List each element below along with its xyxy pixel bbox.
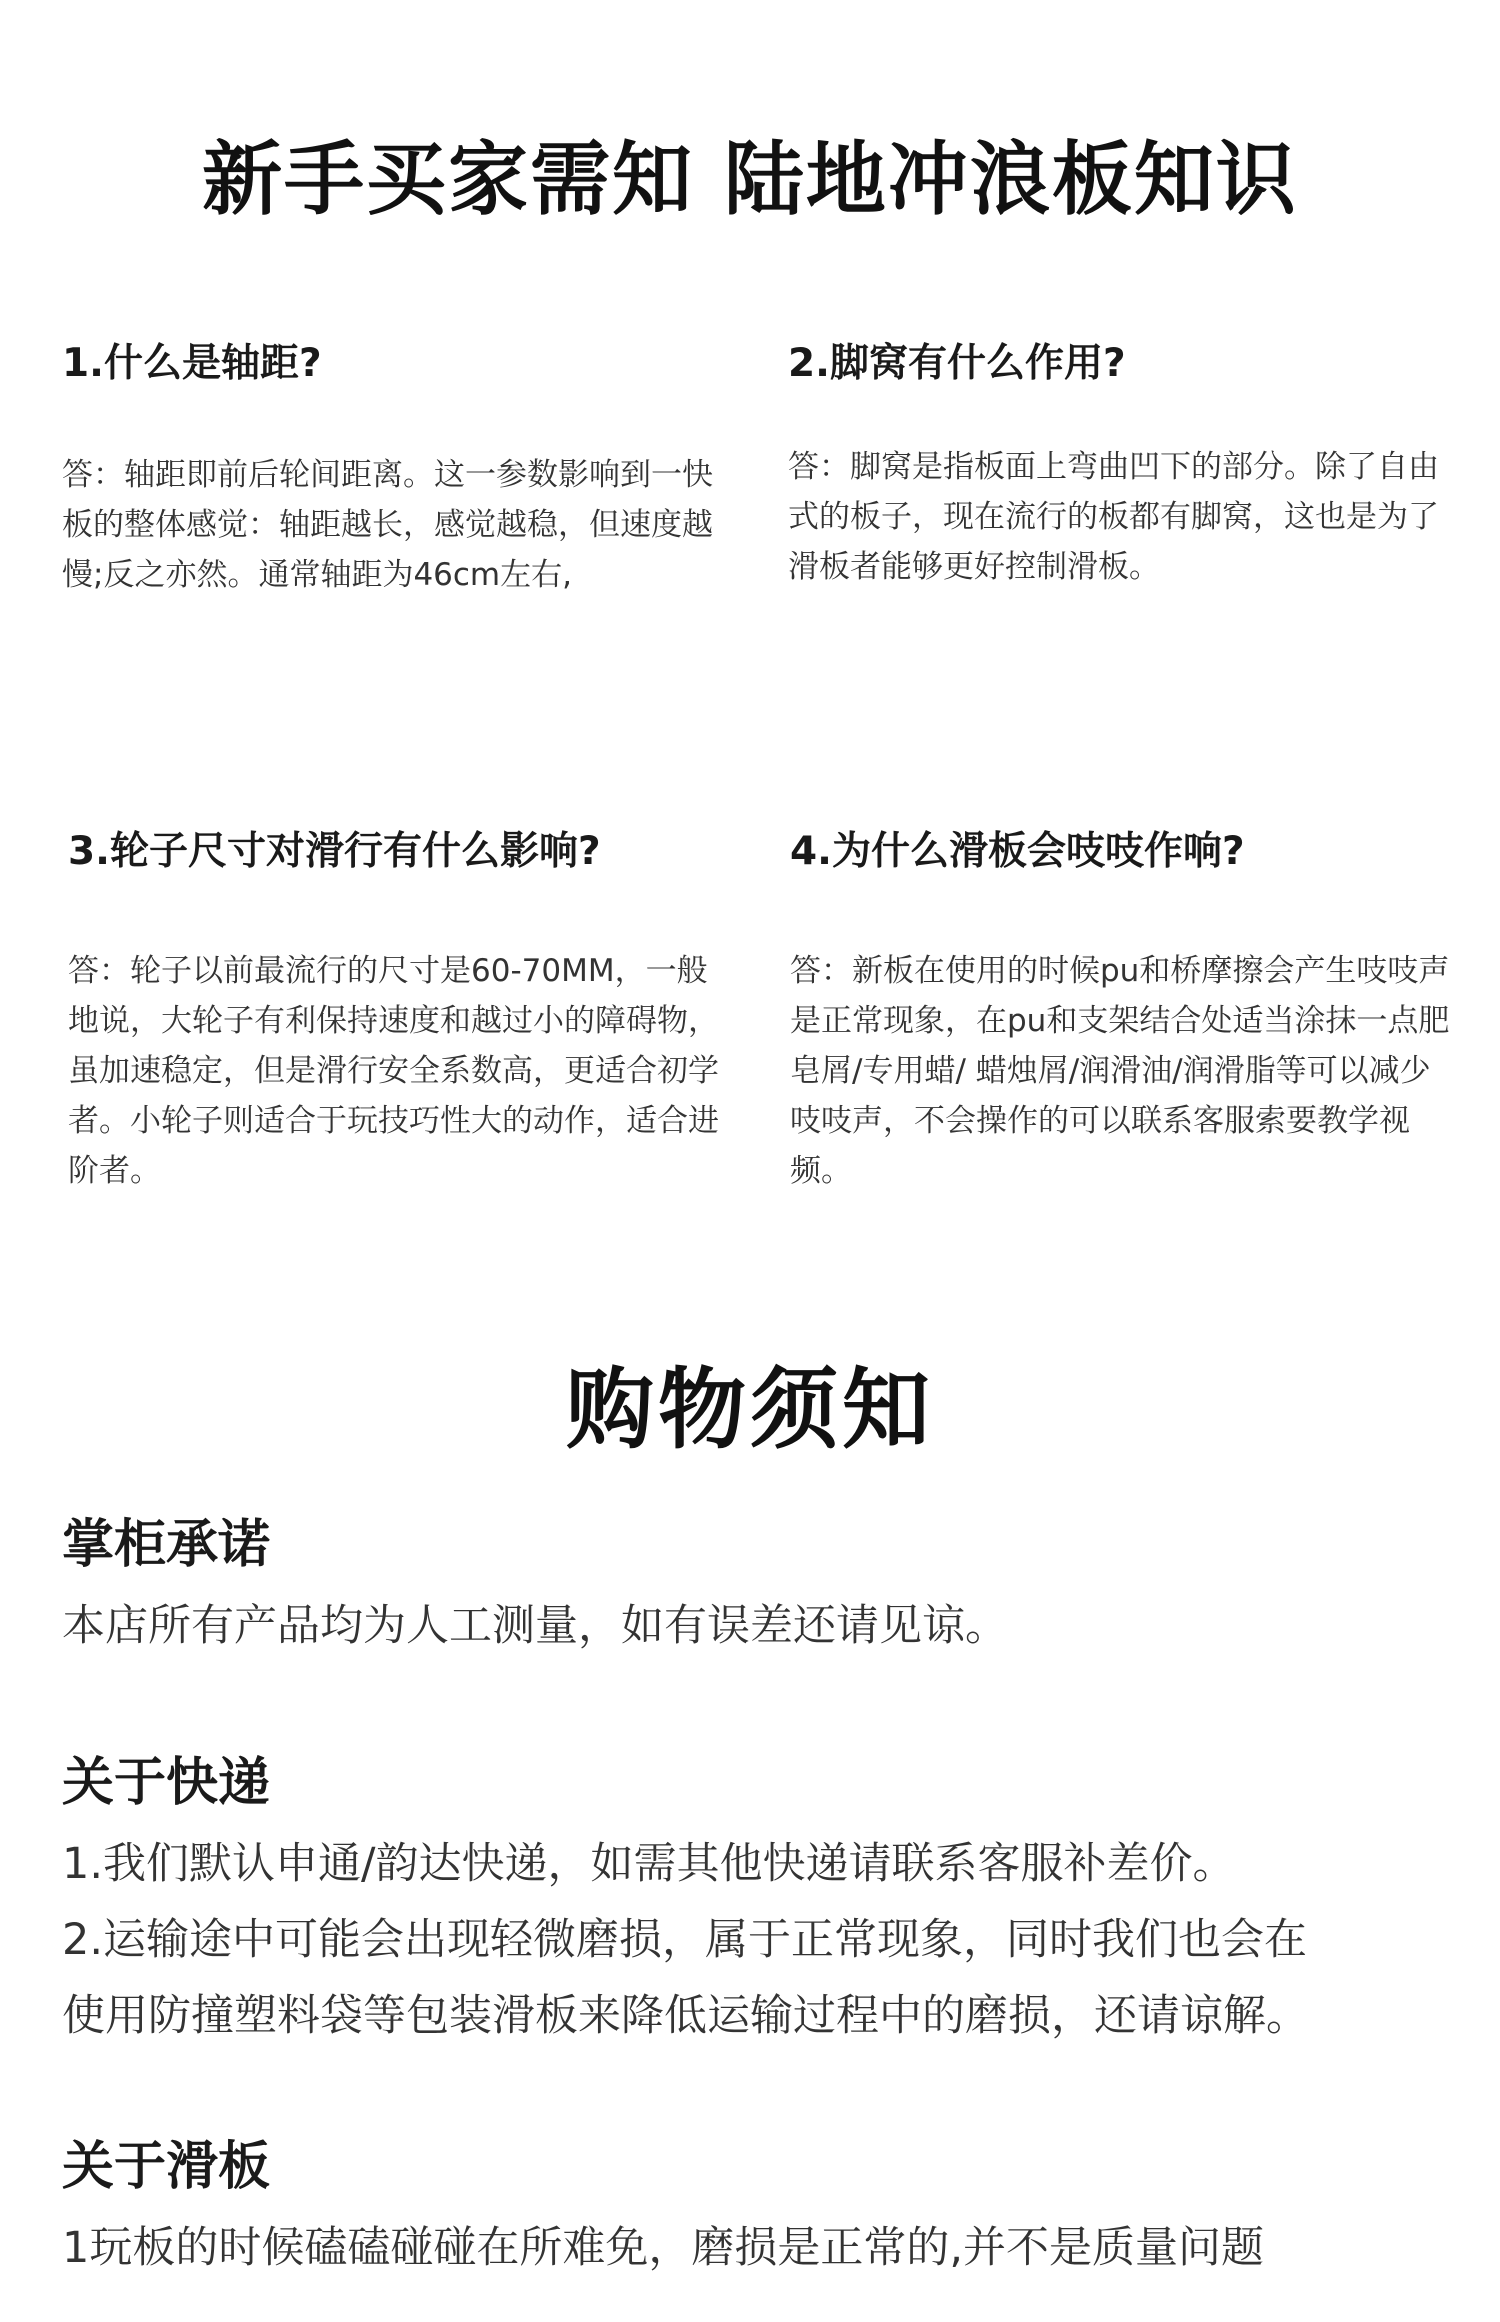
faq-item-squeaking — [790, 826, 1450, 1196]
faq-answer: 答：脚窝是指板面上弯曲凹下的部分。除了自由式的板子，现在流行的板都有脚窝，这也是为了滑板者能够更好控制滑板。 — [788, 449, 1439, 585]
notice-line: 1玩板的时候磕磕碰碰在所难免，磨损是正常的,并不是质量问题 — [62, 2223, 1265, 2273]
faq-answer: 答：轮子以前最流行的尺寸是60-70MM，一般地说，大轮子有利保持速度和越过小的障碍物，虽加速稳定，但是滑行安全系数高，更适合初学者。小轮子则适合于玩技巧性大的动作，适合进阶者。 — [68, 953, 719, 1189]
notice-line: 使用防撞塑料袋等包装滑板来降低运输过程中的磨损，还请谅解。 — [62, 1991, 1309, 2041]
faq-question: 4.为什么滑板会吱吱作响? — [790, 829, 1245, 874]
notice-line: 1.我们默认申通/韵达快递，如需其他快递请联系客服补差价。 — [62, 1839, 1236, 1889]
faq-question: 2.脚窝有什么作用? — [788, 341, 1126, 386]
faq-item-foot-pocket — [788, 338, 1448, 592]
main-title: 新手买家需知 陆地冲浪板知识 — [202, 133, 1298, 226]
notice-line: 本店所有产品均为人工测量，如有误差还请见谅。 — [62, 1601, 1008, 1651]
faq-item-wheelbase — [62, 338, 722, 600]
notice-heading: 关于快递 — [62, 1753, 271, 1813]
notice-heading: 掌柜承诺 — [62, 1515, 271, 1575]
notice-heading: 关于滑板 — [62, 2137, 271, 2197]
faq-item-wheel-size — [68, 826, 728, 1196]
faq-answer: 答：新板在使用的时候pu和桥摩擦会产生吱吱声是正常现象，在pu和支架结合处适当涂抹一点肥皂屑/专用蜡/ 蜡烛屑/润滑油/润滑脂等可以减少吱吱声，不会操作的可以联系客服索要教学视频。 — [790, 953, 1450, 1189]
faq-question: 3.轮子尺寸对滑行有什么影响? — [68, 829, 601, 874]
faq-question: 1.什么是轴距? — [62, 341, 322, 386]
notice-skateboard — [62, 2132, 1462, 2286]
faq-answer: 答：轴距即前后轮间距离。这一参数影响到一快板的整体感觉：轴距越长，感觉越稳，但速度越慢;反之亦然。通常轴距为46cm左右, — [62, 457, 713, 593]
notice-shipping — [62, 1748, 1462, 2054]
notice-line: 2.运输途中可能会出现轻微磨损，属于正常现象，同时我们也会在 — [62, 1915, 1308, 1965]
notice-shopkeeper-promise — [62, 1510, 1462, 1664]
shopping-notice-title: 购物须知 — [565, 1358, 934, 1461]
